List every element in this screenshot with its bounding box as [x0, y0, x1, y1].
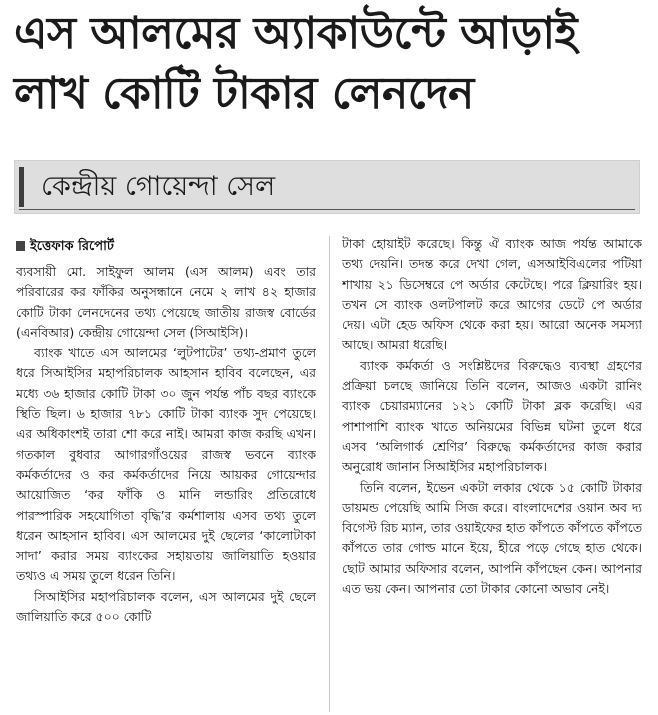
byline-text: ইত্তেফাক রিপোর্ট [30, 239, 114, 254]
byline [16, 238, 114, 256]
right-paragraph-1: টাকা হোয়াইট করেছে। কিন্তু ঐ ব্যাংক আজ পর্যন্ত আমাকে তথ্য দেয়নি। তদন্ত করে দেখা গেল, এসআইবিএলের পটিয়া শাখায় ২১ ডিসেম্বরে পে অর্ডার কেটেছে। পরে ক্লিয়ারিং হয়। তখন সে ব্যাংক ওলটপালট করে আগের ডেটে পে অর্ডার দেয়। এটা হেড অফিস থেকে করা হয়। আরো অনেক সমস্যা আছে। আমরা ধরেছি। [342, 236, 642, 353]
column-divider [329, 236, 330, 712]
left-paragraph-2: ব্যাংক খাতে এস আলমের ‘লুটপাটের’ তথ্য-প্রমাণ তুলে ধরে সিআইসির মহাপরিচালক আহসান হাবিব বলেছেন, এর মধ্যে ৩৬ হাজার কোটি টাকা ৩০ জুন পর্যন্ত পাঁচ বছর ব্যাংকে স্থিতি ছিল। ৬ হাজার ৭৮১ কোটি টাকা ব্যাংক সুদ পেয়েছে। এর অধিকাংশই তারা শো করে নাই। আমরা কাজ করছি এখন। গতকাল বুধবার আগারগাঁওয়ের রাজস্ব ভবনে ব্যাংক কর্মকর্তাদের ও কর কর্মকর্তাদের নিয়ে আয়কর গোয়েন্দার আয়োজিত ‘কর ফাঁকি ও মানি লন্ডারিং প্রতিরোধে পারস্পারিক সহযোগিতা বৃদ্ধি’র কর্মশালায় এসব তথ্য তুলে ধরেন আহসান হাবিব। এস আলমের দুই ছেলের ‘কালোটাকা সাদা’ করার সময় ব্যাংকের সহায়তায় জালিয়াতি হওয়ার তথ্যও এ সময় তুলে ধরেন তিনি। [16, 345, 316, 584]
right-paragraph-2: ব্যাংক কর্মকর্তা ও সংশ্লিষ্টদের বিরুদ্ধেও ব্যবস্থা গ্রহণের প্রক্রিয়া চলছে জানিয়ে তিনি বলেন, আজও একটা রানিং ব্যাংক চেয়ারম্যানের ১২১ কোটি টাকা ব্লক করেছি। এর পাশাপাশি ব্যাংক খাতে অনিয়মের বিভিন্ন ঘটনা তুলে ধরে এসব ‘অলিগার্ক শ্রেণির’ বিরুদ্ধে কর্মকর্তাদের কাজ করার অনুরোধ জানান সিআইসির মহাপরিচালক। [342, 357, 642, 475]
headline-line-2: লাখ কোটি টাকার লেনদেন [14, 68, 474, 119]
subheadline: কেন্দ্রীয় গোয়েন্দা সেল [41, 171, 276, 202]
article-column-right [342, 234, 642, 712]
subheadline-accent-bar [19, 167, 24, 207]
byline-square-icon [16, 241, 25, 251]
left-paragraph-3: সিআইসির মহাপরিচালক বলেন, এস আলমের দুই ছেলে জালিয়াতি করে ৫০০ কোটি [16, 588, 316, 625]
subheadline-underline [19, 209, 635, 210]
left-paragraph-1: ব্যবসায়ী মো. সাইফুল আলম (এস আলম) এবং তার পরিবারের কর ফাঁকির অনুসন্ধানে নেমে ২ লাখ ৪২ হাজার কোটি টাকা লেনদেনের তথ্য পেয়েছে জাতীয় রাজস্ব বোর্ডের (এনবিআর) কেন্দ্রীয় গোয়েন্দা সেল (সিআইসি)। [16, 264, 316, 340]
article-column-left [16, 262, 316, 712]
right-paragraph-3: তিনি বলেন, ইভেন একটা লকার থেকে ১৫ কোটি টাকার ডায়মন্ড পেয়েছি আমি সিজ করে। বাংলাদেশের ওয়ান অব দ্য বিগেস্ট রিচ ম্যান, তার ওয়াইফের হাত কাঁপতে কাঁপতে কাঁপতে কাঁপতে তার গোল্ড মানে ইয়ে, হীরে পড়ে গেছে হাত থেকে। ছোট আমার অফিসার বলেন, আপনি কাঁপছেন কেন। আপনার এত ভয় কেন। আপনার তো টাকার কোনো অভাব নেই। [342, 479, 642, 597]
headline-line-1: এস আলমের অ্যাকাউন্টে আড়াই [14, 8, 578, 59]
headline [14, 4, 650, 124]
subheadline-box [14, 160, 640, 214]
